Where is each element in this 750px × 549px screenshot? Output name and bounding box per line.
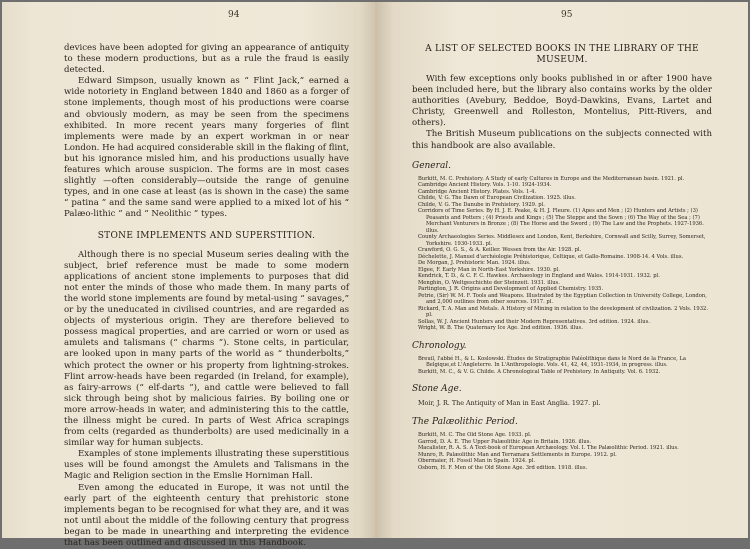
reference: Munro, R. Palæolithic Man and Terramara Settlements in Europe. 1912. pl. xyxy=(418,451,617,458)
reference: Macalister, R. A. S. A Text-book of European Archæology. Vol. I. The Palæolithic Period. 1921. illus. xyxy=(418,445,679,452)
paragraph: devices have been adopted for giving an appearance of antiquity to these modern productions, but as a rule the fraud is easily detected. xyxy=(64,43,349,76)
reference: Obermaier, H. Fossil Man in Spain. 1924. pl. xyxy=(418,458,536,465)
page-heading: A LIST OF SELECTED BOOKS IN THE LIBRARY OF THE MUSEUM. xyxy=(425,44,699,65)
reference: Rickard, T. A. Man and Metals. A History of Mining in relation to the development of civilization. 2 Vols. 1932. pl. xyxy=(418,305,708,319)
reference: Osborn, H. F. Men of the Old Stone Age. 3rd edition. 1918. illus. xyxy=(418,464,588,471)
reference: County Archaeologies Series. Middlesex and London, Kent, Berkshire, Cornwall and Scilly, Surrey, Somerset, Yorkshire. 1930-1933. pl. xyxy=(418,234,706,247)
reference: Corridors of Time Series. By H. J. E. Peake, & H. J. Fleure. (1) Apes and Men ; (2) Hunters and Artists ; (3) Peasants and Potters ; (4) Priests and Kings ; (5) The Steppe and the Sown ; (6) The Way of the Sea ; (7) Merchant Venturers in Bronze ; (8) The Horse and the Sword ; (9) The Law and the Prophets. 1927-1936. illus. xyxy=(418,208,704,234)
reference: Sollas, W. J. Ancient Hunters and their Modern Representatives. 3rd edition. 1924. illus. xyxy=(418,318,650,325)
page-number: 95 xyxy=(561,10,573,20)
reference: Childe, V. G. The Dawn of European Civilization. 1925. illus. xyxy=(418,195,576,202)
section-heading: STONE IMPLEMENTS AND SUPERSTITION. xyxy=(97,230,316,241)
reference: Partington, J. R. Origins and Development of Applied Chemistry. 1935. xyxy=(418,286,604,293)
reference: Burkitt, M. C., & V. G. Childe. A Chronological Table of Prehistory. In Antiquity. Vol. 6. 1932. xyxy=(418,368,661,375)
left-page-text xyxy=(64,43,349,549)
section-title-palaeolithic: The Palæolithic Period. xyxy=(412,417,518,428)
reference: Elgee, F. Early Man in North-East Yorkshire. 1930. pl. xyxy=(418,266,560,273)
paragraph: Although there is no special Museum series dealing with the subject, brief reference must be made to some modern applications of ancient stone implements to purposes that did not enter the minds of those who made them. In many parts of the world stone implements are found by metal-using “ savages,” or by the uneducated in civilised countries, and are regarded as objects of mysterious origin. They are therefore believed to possess magical properties, and are carried or worn or used as amulets and talismans (“ charms ”). Stone celts, in particular, are looked upon in many parts of the world as “ thunderbolts,” which protect the owner or his property from lightning-strokes. Flint arrow-heads have been regarded (in Ireland, for example), as fairy-arrows (“ elf-darts ”), and cattle were believed to fall sick through being shot by malicious fairies. By boiling one or more arrow-heads in water, and administering this to the cattle, the illness might be cured. In parts of West Africa scrapings from celts (regarded as thunderbolts) are used medicinally in a similar way for human subjects. xyxy=(64,249,349,449)
reference: Breuil, l'abbé H., & L. Koslowski. Études de Stratigraphie Paléolithique dans le Nord de la France, La Belgique,et L'Angleterre. In L'Anthropologie. Vols. 41, 42, 44, 1931-1934, in progress. illus. xyxy=(418,355,686,369)
reference: De Morgan, J. Prehistoric Man. 1924. illus. xyxy=(418,260,531,267)
page-number: 94 xyxy=(228,10,240,20)
paragraph: With few exceptions only books published in or after 1900 have been included here, but the library also contains works by the older authorities (Avebury, Beddoe, Boyd-Dawkins, Evans, Lartet and Christy, Greenwell and Rolleston, Montelius, Pitt-Rivers, and others). xyxy=(412,74,712,129)
reference: Cambridge Ancient History. Vols. 1-10. 1924-1934. xyxy=(418,182,552,189)
section-title-stone-age: Stone Age. xyxy=(412,384,462,395)
paragraph: Edward Simpson, usually known as “ Flint Jack,” earned a wide notoriety in England between 1840 and 1860 as a forger of stone implements, though most of his productions were coarse and obviously modern, as may be seen from the specimens exhibited. In more recent years many forgeries of flint implements were made by an expert workman in or near London. He had acquired considerable skill in the flaking of flint, but his ignorance misled him, and his productions usually have features which arouse suspicion. The forms are in most cases slightly —often considerably—outside the range of genuine types, and in one case at least (as is shown in the case) the same “ patina ” and the same sand were applied to a mixed lot of his “ Palæo-lithic ” and “ Neolithic ” types. xyxy=(64,76,349,220)
reference: Garrod, D. A. E. The Upper Palæolithic Age in Britain. 1926. illus. xyxy=(418,438,592,445)
reference: Childe, V. G. The Danube in Prehistory. 1929. pl. xyxy=(418,201,545,208)
reference: Crawford, O. G. S., & A. Keiller. Wessex from the Air. 1928. pl. xyxy=(418,247,582,254)
reference: Cambridge Ancient History. Plates. Vols. 1-4. xyxy=(418,188,537,195)
reference-list-stone-age xyxy=(412,399,712,408)
paragraph: Examples of stone implements illustrating these superstitious uses will be found amongst the Amulets and Talismans in the Magic and Religion section in the Emslie Horniman Hall. xyxy=(64,449,349,482)
reference-list-palaeolithic xyxy=(412,432,712,471)
reference-list-chronology xyxy=(412,356,712,376)
reference: Burkitt, M. C. Prehistory. A Study of early Cultures in Europe and the Mediterranean basin. 1921. pl. xyxy=(418,175,685,182)
paragraph: Even among the educated in Europe, it was not until the early part of the eighteenth century that prehistoric stone implements began to be recognised for what they are, and it was not until about the middle of the following century that progress began to be made in unearthing and interpreting the evidence that has been outlined and discussed in this Handbook. xyxy=(64,482,349,549)
section-title-general: General. xyxy=(412,160,452,171)
reference: Déchelette, J. Manuel d'archéologie Préhistorique, Celtique, et Gallo-Romaine. 1908-14. 4 Vols. illus. xyxy=(418,253,684,260)
reference: Kendrick, T. D., & C. F. C. Hawkes. Archaeology in England and Wales. 1914-1931. 1932. pl. xyxy=(418,273,660,280)
reference-list-general xyxy=(412,176,712,332)
reference: Moir, J. R. The Antiquity of Man in East Anglia. 1927. pl. xyxy=(418,399,601,408)
reference: Wright, W. B. The Quaternary Ice Age. 2nd edition. 1936. illus. xyxy=(418,325,583,332)
reference: Petrie, (Sir) W. M. F. Tools and Weapons. Illustrated by the Egyptian Collection in University College, London, and 2,000 outlines from other sources. 1917. pl. xyxy=(418,292,707,306)
paragraph: The British Museum publications on the subjects connected with this handbook are also available. xyxy=(412,129,712,151)
reference: Menghin, O. Weltgeschichte der Steinzeit. 1931. illus. xyxy=(418,279,560,286)
section-title-chronology: Chronology. xyxy=(412,340,467,351)
intro xyxy=(412,74,712,152)
right-page-text xyxy=(412,44,712,471)
reference: Burkitt, M. C. The Old Stone Age. 1933. pl. xyxy=(418,432,532,439)
